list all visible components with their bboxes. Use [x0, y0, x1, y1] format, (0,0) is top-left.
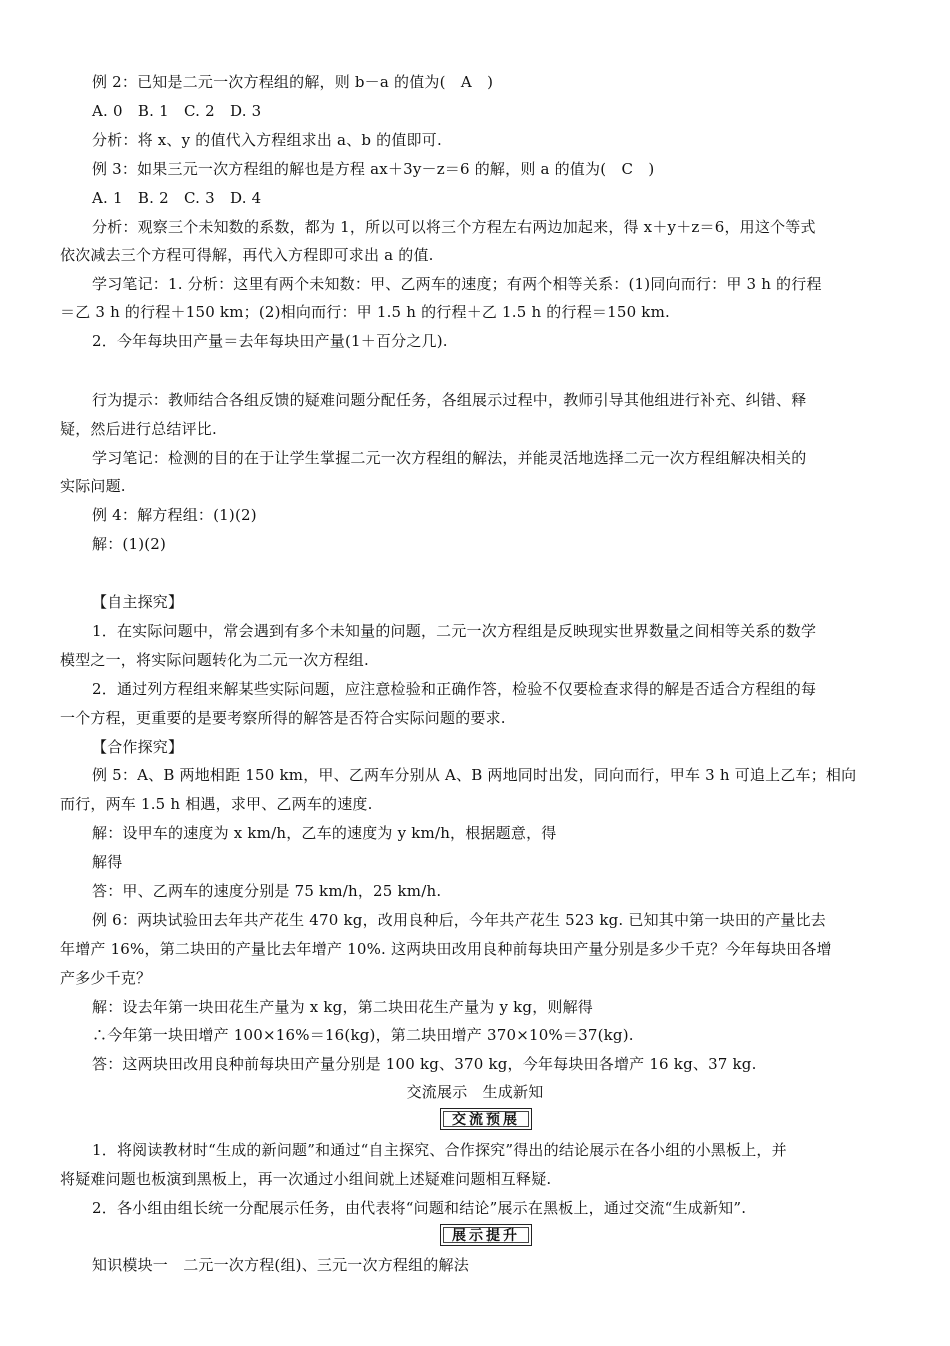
text-line: ∴今年第一块田增产 100×16%＝16(kg)，第二块田增产 370×10%＝37(kg).: [92, 1026, 634, 1044]
text-line: ＝乙 3 h 的行程＋150 km；(2)相向而行：甲 1.5 h 的行程＋乙 1.5 h 的行程＝150 km.: [60, 303, 670, 321]
text-line: 实际问题.: [60, 477, 126, 495]
text-line: 解：设去年第一块田花生产量为 x kg，第二块田花生产量为 y kg，则解得: [92, 998, 593, 1016]
text-line: 例 5：A、B 两地相距 150 km，甲、乙两车分别从 A、B 两地同时出发，同向而行，甲车 3 h 可追上乙车；相向: [92, 766, 857, 784]
text-line: 例 2：已知是二元一次方程组的解，则 b－a 的值为( A ): [92, 73, 494, 91]
text-line: 而行，两车 1.5 h 相遇，求甲、乙两车的速度.: [60, 795, 373, 813]
text-line: 一个方程，更重要的是要考察所得的解答是否符合实际问题的要求.: [60, 709, 506, 727]
section-heading: 【合作探究】: [92, 738, 184, 756]
text-line: 学习笔记：检测的目的在于让学生掌握二元一次方程组的解法，并能灵活地选择二元一次方程组解决相关的: [92, 449, 807, 467]
text-line: 2．各小组由组长统一分配展示任务，由代表将“问题和结论”展示在黑板上，通过交流“生成新知”.: [92, 1199, 747, 1217]
module-heading: 知识模块一 二元一次方程(组)、三元一次方程组的解法: [92, 1256, 469, 1274]
text-line: 例 4：解方程组：(1)(2): [92, 506, 257, 524]
text-line: 产多少千克？: [60, 969, 152, 987]
text-line: 年增产 16%，第二块田的产量比去年增产 10%. 这两块田改用良种前每块田产量分别是多少千克？今年每块田各增: [60, 940, 832, 958]
text-line: 解：(1)(2): [92, 535, 167, 553]
text-line: 模型之一，将实际问题转化为二元一次方程组.: [60, 651, 369, 669]
text-line: 将疑难问题也板演到黑板上，再一次通过小组间就上述疑难问题相互释疑.: [60, 1170, 552, 1188]
section-heading: 【自主探究】: [92, 593, 184, 611]
text-line: 分析：观察三个未知数的系数，都为 1，所以可以将三个方程左右两边加起来，得 x＋y＋z＝6，用这个等式: [92, 218, 816, 236]
text-line: A. 1 B. 2 C. 3 D. 4: [92, 189, 262, 207]
text-line: 2．通过列方程组来解某些实际问题，应注意检验和正确作答，检验不仅要检查求得的解是否适合方程组的每: [92, 680, 817, 698]
text-line: A. 0 B. 1 C. 2 D. 3: [92, 102, 262, 120]
text-line: 答：这两块田改用良种前每块田产量分别是 100 kg、370 kg，今年每块田各增产 16 kg、37 kg.: [92, 1055, 757, 1073]
text-line: 1．将阅读教材时“生成的新问题”和通过“自主探究、合作探究”得出的结论展示在各小组的小黑板上，并: [92, 1141, 787, 1159]
text-line: 例 3：如果三元一次方程组的解也是方程 ax＋3y－z＝6 的解，则 a 的值为( C ): [92, 160, 655, 178]
section-badge-exchange: 交流预展: [440, 1108, 532, 1130]
text-line: 例 6：两块试验田去年共产花生 470 kg，改用良种后，今年共产花生 523 kg. 已知其中第一块田的产量比去: [92, 911, 826, 929]
text-line: 答：甲、乙两车的速度分别是 75 km/h，25 km/h.: [92, 882, 442, 900]
text-line: 行为提示：教师结合各组反馈的疑难问题分配任务，各组展示过程中，教师引导其他组进行补充、纠错、释: [92, 391, 807, 409]
text-line: 解：设甲车的速度为 x km/h，乙车的速度为 y km/h，根据题意，得: [92, 824, 557, 842]
text-line: 学习笔记：1. 分析：这里有两个未知数：甲、乙两车的速度；有两个相等关系：(1)同向而行：甲 3 h 的行程: [92, 275, 822, 293]
text-line: 分析：将 x、y 的值代入方程组求出 a、b 的值即可.: [92, 131, 442, 149]
section-title: 交流展示 生成新知: [406, 1083, 544, 1101]
text-line: 2．今年每块田产量＝去年每块田产量(1＋百分之几).: [92, 332, 448, 350]
section-badge-showcase: 展示提升: [440, 1224, 532, 1246]
text-line: 依次减去三个方程可得解，再代入方程即可求出 a 的值.: [60, 246, 434, 264]
text-line: 解得: [92, 853, 123, 871]
text-line: 疑，然后进行总结评比.: [60, 420, 217, 438]
text-line: 1．在实际问题中，常会遇到有多个未知量的问题，二元一次方程组是反映现实世界数量之间相等关系的数学: [92, 622, 817, 640]
